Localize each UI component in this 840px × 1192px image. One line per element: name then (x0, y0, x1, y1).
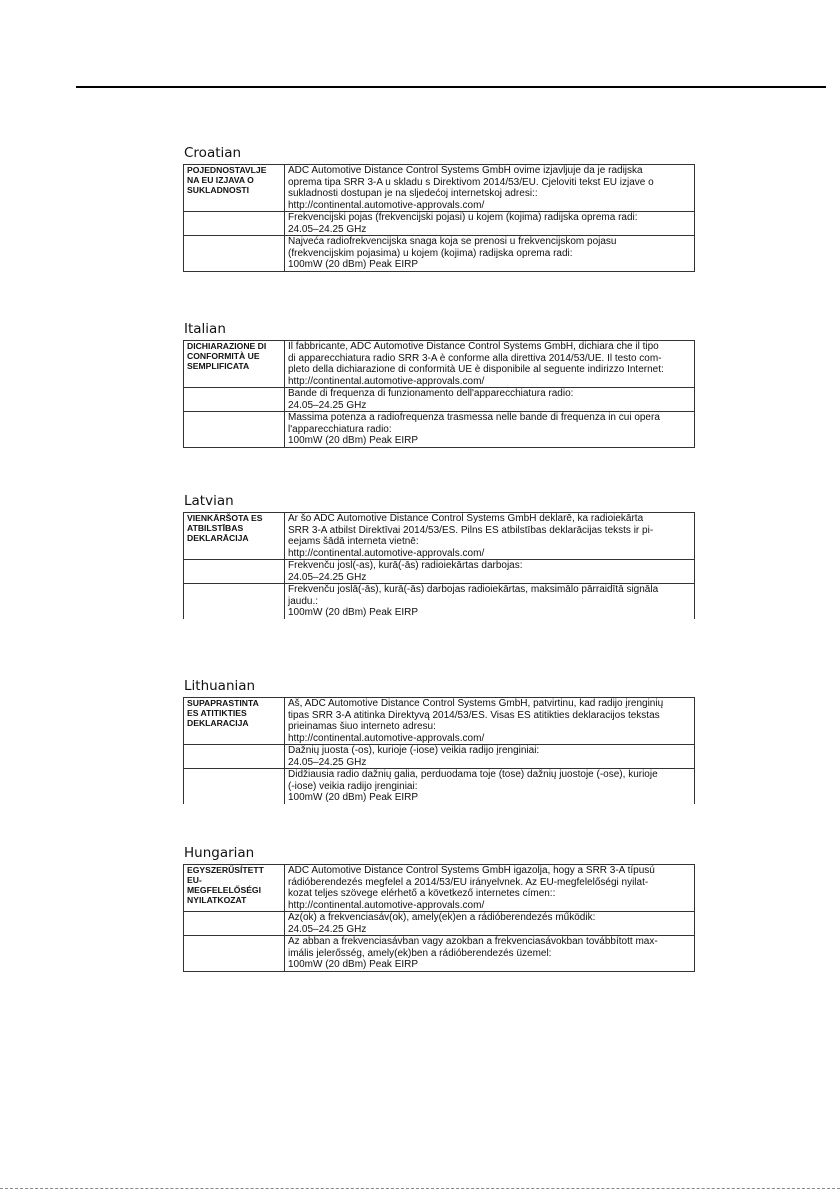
empty-cell (184, 388, 285, 412)
declaration-text-cell: ADC Automotive Distance Control Systems GmbH igazolja, hogy a SRR 3-A típusú rádióberendezés megfelel a 2014/53/EU irányelvnek. Az EU-megfelelőségi nyilat- kozat teljes szövege elérhető a következő internetes címen:: http://continental.automotive-approvals.com/ (285, 865, 695, 912)
max-power-cell: Massima potenza a radiofrequenza trasmessa nelle bande di frequenza in cui opera l'apparecchiatura radio: 100mW (20 dBm) Peak EIRP (285, 412, 695, 448)
frequency-band-cell: Az(ok) a frekvenciasáv(ok), amely(ek)en a rádióberendezés működik: 24.05–24.25 GHz (285, 912, 695, 936)
declaration-header-cell: VIENKĀRŠOTA ES ATBILSTĪBAS DEKLARĀCIJA (184, 513, 285, 560)
declaration-header-cell: DICHIARAZIONE DI CONFORMITÀ UE SEMPLIFICATA (184, 341, 285, 388)
empty-cell (184, 584, 285, 619)
section-lithuanian (183, 678, 695, 804)
empty-cell (184, 212, 285, 236)
approvals-link-text: http://continental.automotive-approvals.com/ (288, 375, 485, 387)
declaration-text-cell: Ar šo ADC Automotive Distance Control Systems GmbH deklarē, ka radioiekārta SRR 3-A atbilst Direktīvai 2014/53/ES. Pilns ES atbilstības deklarācijas teksts ir pi- eejams šādā interneta vietnē: http://continental.automotive-approvals.com/ (285, 513, 695, 560)
empty-cell (184, 745, 285, 769)
declaration-header-cell: POJEDNOSTAVLJE NA EU IZJAVA O SUKLADNOSTI (184, 165, 285, 212)
language-heading: Hungarian (184, 845, 255, 861)
language-heading: Italian (184, 321, 226, 337)
frequency-band-cell: Frekvencijski pojas (frekvencijski pojasi) u kojem (kojima) radijska oprema radi: 24.05–24.25 GHz (285, 212, 695, 236)
max-power-cell: Didžiausia radio dažnių galia, perduodama toje (tose) dažnių juostoje (-ose), kurioje (-iose) veikia radijo įrenginiai: 100mW (20 dBm) Peak EIRP (285, 769, 695, 804)
declaration-table (183, 164, 695, 272)
empty-cell (184, 236, 285, 272)
section-hungarian (183, 845, 695, 972)
frequency-band-cell: Dažnių juosta (-os), kurioje (-iose) veikia radijo įrenginiai: 24.05–24.25 GHz (285, 745, 695, 769)
top-rule (76, 86, 826, 88)
max-power-cell: Frekvenču joslā(-ās), kurā(-ās) darbojas radioiekārtas, maksimālo pārraidītā signāla jaudu.: 100mW (20 dBm) Peak EIRP (285, 584, 695, 619)
frequency-band-cell: Bande di frequenza di funzionamento dell'apparecchiatura radio: 24.05–24.25 GHz (285, 388, 695, 412)
declaration-text-cell: Aš, ADC Automotive Distance Control Systems GmbH, patvirtinu, kad radijo įrenginių tipas SRR 3-A atitinka Direktyvą 2014/53/ES. Visas ES atitikties deklaracijos tekstas prieinamas šiuo interneto adresu: http://continental.automotive-approvals.com/ (285, 698, 695, 745)
section-latvian (183, 493, 695, 619)
language-heading: Croatian (184, 145, 242, 161)
page-bottom-edge (0, 1188, 840, 1189)
approvals-link-text: http://continental.automotive-approvals.com/ (288, 547, 485, 559)
frequency-band-cell: Frekvenču josl(-as), kurā(-ās) radioiekārtas darbojas: 24.05–24.25 GHz (285, 560, 695, 584)
empty-cell (184, 769, 285, 804)
declaration-text-cell: Il fabbricante, ADC Automotive Distance Control Systems GmbH, dichiara che il tipo di apparecchiatura radio SRR 3-A è conforme alla direttiva 2014/53/UE. Il testo com- pleto della dichiarazione di conformità UE è disponibile al seguente indirizzo Internet: http://continental.automotive-approvals.com/ (285, 341, 695, 388)
approvals-link-text: http://continental.automotive-approvals.com/ (288, 732, 485, 744)
declaration-table (183, 512, 695, 619)
declaration-table (183, 864, 695, 972)
empty-cell (184, 936, 285, 972)
section-italian (183, 321, 695, 448)
language-heading: Latvian (184, 493, 234, 509)
section-croatian (183, 145, 695, 272)
declaration-text-cell: ADC Automotive Distance Control Systems GmbH ovime izjavljuje da je radijska oprema tipa SRR 3-A u skladu s Direktivom 2014/53/EU. Cjeloviti tekst EU izjave o sukladnosti dostupan je na sljedećoj internetskoj adresi:: http://continental.automotive-approvals.com/ (285, 165, 695, 212)
approvals-link-text: http://continental.automotive-approvals.com/ (288, 199, 485, 211)
max-power-cell: Najveća radiofrekvencijska snaga koja se prenosi u frekvencijskom pojasu (frekvencijskim pojasima) u kojem (kojima) radijska oprema radi: 100mW (20 dBm) Peak EIRP (285, 236, 695, 272)
approvals-link-text: http://continental.automotive-approvals.com/ (288, 899, 485, 911)
declaration-header-cell: EGYSZERŰSÍTETT EU- MEGFELELŐSÉGI NYILATKOZAT (184, 865, 285, 912)
declaration-header-cell: SUPAPRASTINTA ES ATITIKTIES DEKLARACIJA (184, 698, 285, 745)
declaration-table (183, 340, 695, 448)
empty-cell (184, 412, 285, 448)
empty-cell (184, 560, 285, 584)
language-heading: Lithuanian (184, 678, 256, 694)
empty-cell (184, 912, 285, 936)
max-power-cell: Az abban a frekvenciasávban vagy azokban a frekvenciasávokban továbbított max- imális jelerősség, amely(ek)ben a rádióberendezés üzemel: 100mW (20 dBm) Peak EIRP (285, 936, 695, 972)
declaration-table (183, 697, 695, 804)
